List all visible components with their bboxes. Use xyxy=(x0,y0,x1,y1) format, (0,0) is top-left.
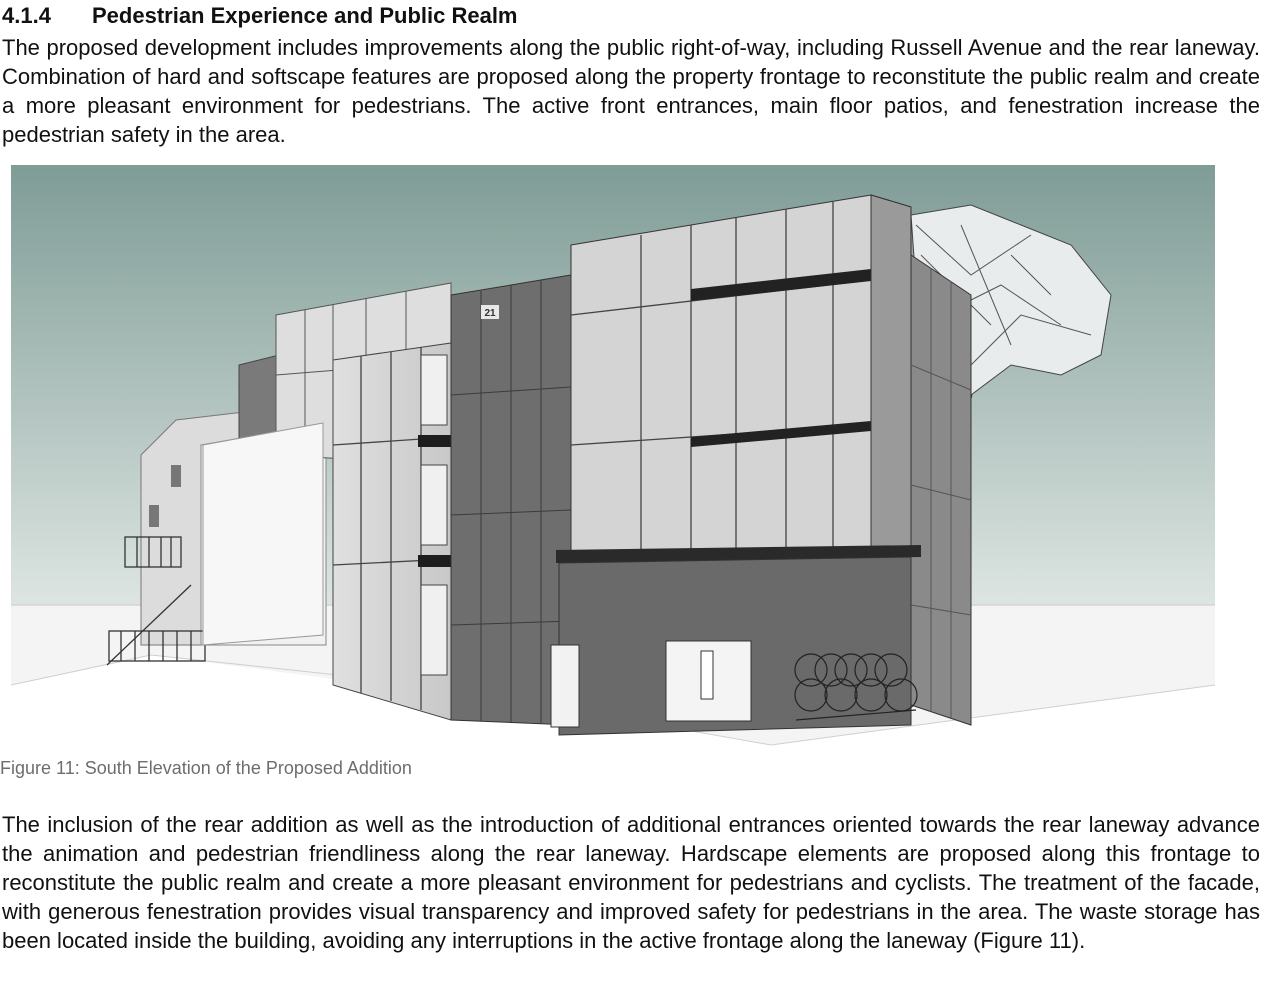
section-heading xyxy=(2,3,518,29)
unit-number: 21 xyxy=(484,308,496,319)
section-title: Pedestrian Experience and Public Realm xyxy=(92,3,518,28)
intro-paragraph: The proposed development includes improvements along the public right-of-way, including Russell Avenue and the rear laneway. Combination of hard and softscape features are proposed along the property frontage to reconstitute the public realm and create a more pleasant environment for pedestrians. The active front entrances, main floor patios, and fenestration increase the pedestrian safety in the area. xyxy=(2,35,1260,147)
white-wall xyxy=(203,423,323,645)
upper-volume xyxy=(571,195,911,560)
entrance-door xyxy=(551,645,579,727)
figure-caption: Figure 11: South Elevation of the Proposed Addition xyxy=(0,758,412,778)
south-elevation-rendering xyxy=(11,165,1215,755)
mid-windows xyxy=(421,355,447,675)
body-paragraph: The inclusion of the rear addition as well as the introduction of additional entrances oriented towards the rear laneway advance the animation and pedestrian friendliness along the rear laneway. Hardscape elements are proposed along this frontage to reconstitute the public realm and create a more pleasant environment for pedestrians and cyclists. The treatment of the facade, with generous fenestration provides visual transparency and improved safety for pedestrians in the area. The waste storage has been located inside the building, avoiding any interruptions in the active frontage along the laneway (Figure 11). xyxy=(2,812,1260,953)
side-facade xyxy=(911,255,971,725)
section-number: 4.1.4 xyxy=(2,3,51,28)
ground-floor xyxy=(551,557,917,735)
